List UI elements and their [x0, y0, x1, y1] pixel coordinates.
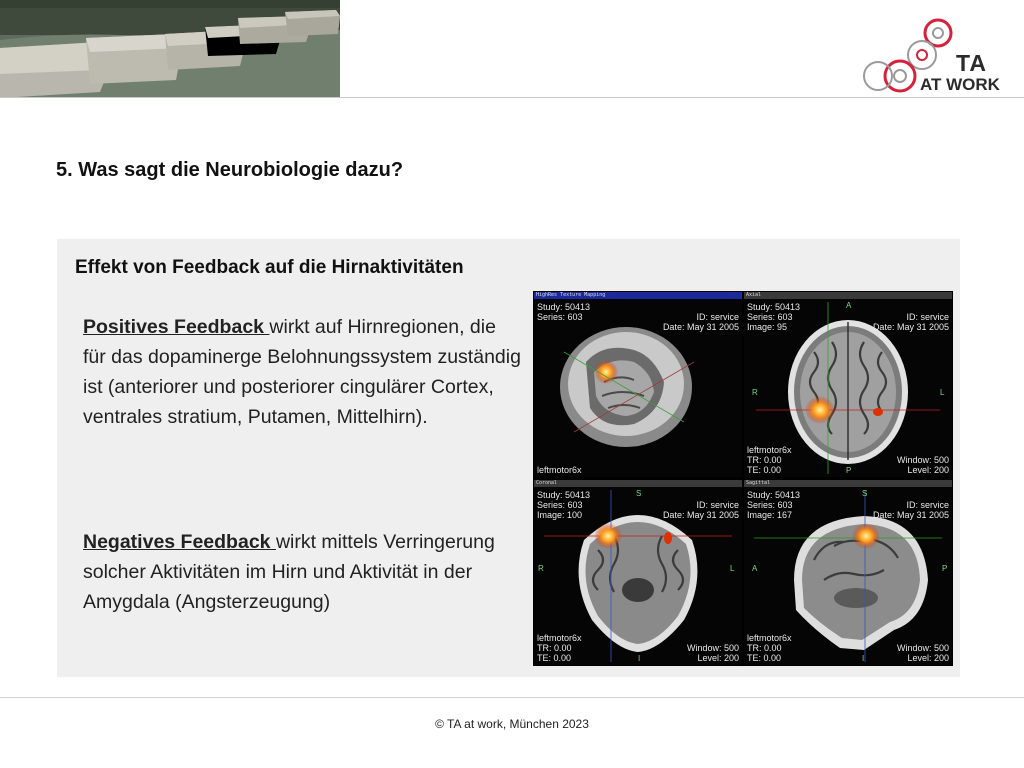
panel-window-level: Window: 500 Level: 200 [896, 643, 949, 663]
panel-id-info: ID: service Date: May 31 2005 [872, 500, 949, 520]
logo-text-ta: TA [956, 50, 987, 76]
orientation-label-bottom: P [846, 466, 852, 475]
mri-panel-coronal [534, 480, 742, 665]
mri-brain-scan-figure [533, 291, 953, 666]
orientation-label-top: A [846, 301, 852, 310]
panel-study-info: Study: 50413 Series: 603 Image: 100 [537, 490, 591, 520]
orientation-label-right: L [940, 388, 945, 397]
orientation-label-left: A [752, 564, 758, 573]
orientation-label-top: S [636, 489, 642, 498]
mri-panel-axial [744, 292, 952, 477]
header-divider [0, 97, 1024, 98]
panel-series-name: leftmotor6x [537, 465, 582, 475]
panel-study-info: Study: 50413 Series: 603 [537, 302, 591, 322]
orientation-label-bottom: I [638, 654, 641, 663]
panel-title-bar: Coronal [534, 480, 742, 487]
ta-at-work-logo [860, 10, 1010, 96]
orientation-label-right: L [730, 564, 735, 573]
negative-feedback-text: wirkt mittels Verringerung solcher Aktivitäten im Hirn und Aktivität in der Amygdala (Angsterzeugung) [83, 531, 495, 613]
positive-feedback-term: Positives Feedback [83, 316, 270, 338]
panel-window-level: Window: 500 Level: 200 [896, 455, 949, 475]
panel-acquisition-info: leftmotor6x TR: 0.00 TE: 0.00 [747, 633, 792, 663]
mri-panel-sagittal [744, 480, 952, 665]
panel-acquisition-info: leftmotor6x TR: 0.00 TE: 0.00 [747, 445, 792, 475]
panel-study-info: Study: 50413 Series: 603 Image: 167 [747, 490, 801, 520]
panel-title-bar: Axial [744, 292, 952, 299]
panel-study-info: Study: 50413 Series: 603 Image: 95 [747, 302, 801, 332]
orientation-label-left: R [752, 388, 758, 397]
positive-feedback-paragraph [83, 312, 523, 432]
orientation-label-bottom: I [862, 654, 865, 663]
content-heading: Effekt von Feedback auf die Hirnaktivitäten [75, 257, 464, 278]
mri-panel-3d [534, 292, 742, 477]
slide-title: 5. Was sagt die Neurobiologie dazu? [56, 159, 404, 181]
panel-id-info: ID: service Date: May 31 2005 [662, 500, 739, 520]
positive-feedback-text: wirkt auf Hirnregionen, die für das dopaminerge Belohnungssystem zuständig ist (anteriorer und posteriorer cingulärer Cortex, ventrales stratium, Putamen, Mittelhirn). [83, 316, 521, 428]
footer-divider [0, 697, 1024, 698]
negative-feedback-paragraph [83, 527, 523, 617]
footer-copyright: © TA at work, München 2023 [435, 717, 589, 731]
panel-id-info: ID: service Date: May 31 2005 [872, 312, 949, 332]
panel-title-bar: HighRes Texture Mapping [534, 292, 742, 299]
panel-acquisition-info: leftmotor6x TR: 0.00 TE: 0.00 [537, 633, 582, 663]
orientation-label-top: S [862, 489, 868, 498]
negative-feedback-term: Negatives Feedback [83, 531, 276, 553]
logo-text-at-work: AT WORK [920, 75, 1000, 94]
panel-title-bar: Sagittal [744, 480, 952, 487]
panel-id-info: ID: service Date: May 31 2005 [662, 312, 739, 332]
orientation-label-right: P [942, 564, 948, 573]
panel-window-level: Window: 500 Level: 200 [686, 643, 739, 663]
header-stepping-stones-photo [0, 0, 340, 98]
orientation-label-left: R [538, 564, 544, 573]
